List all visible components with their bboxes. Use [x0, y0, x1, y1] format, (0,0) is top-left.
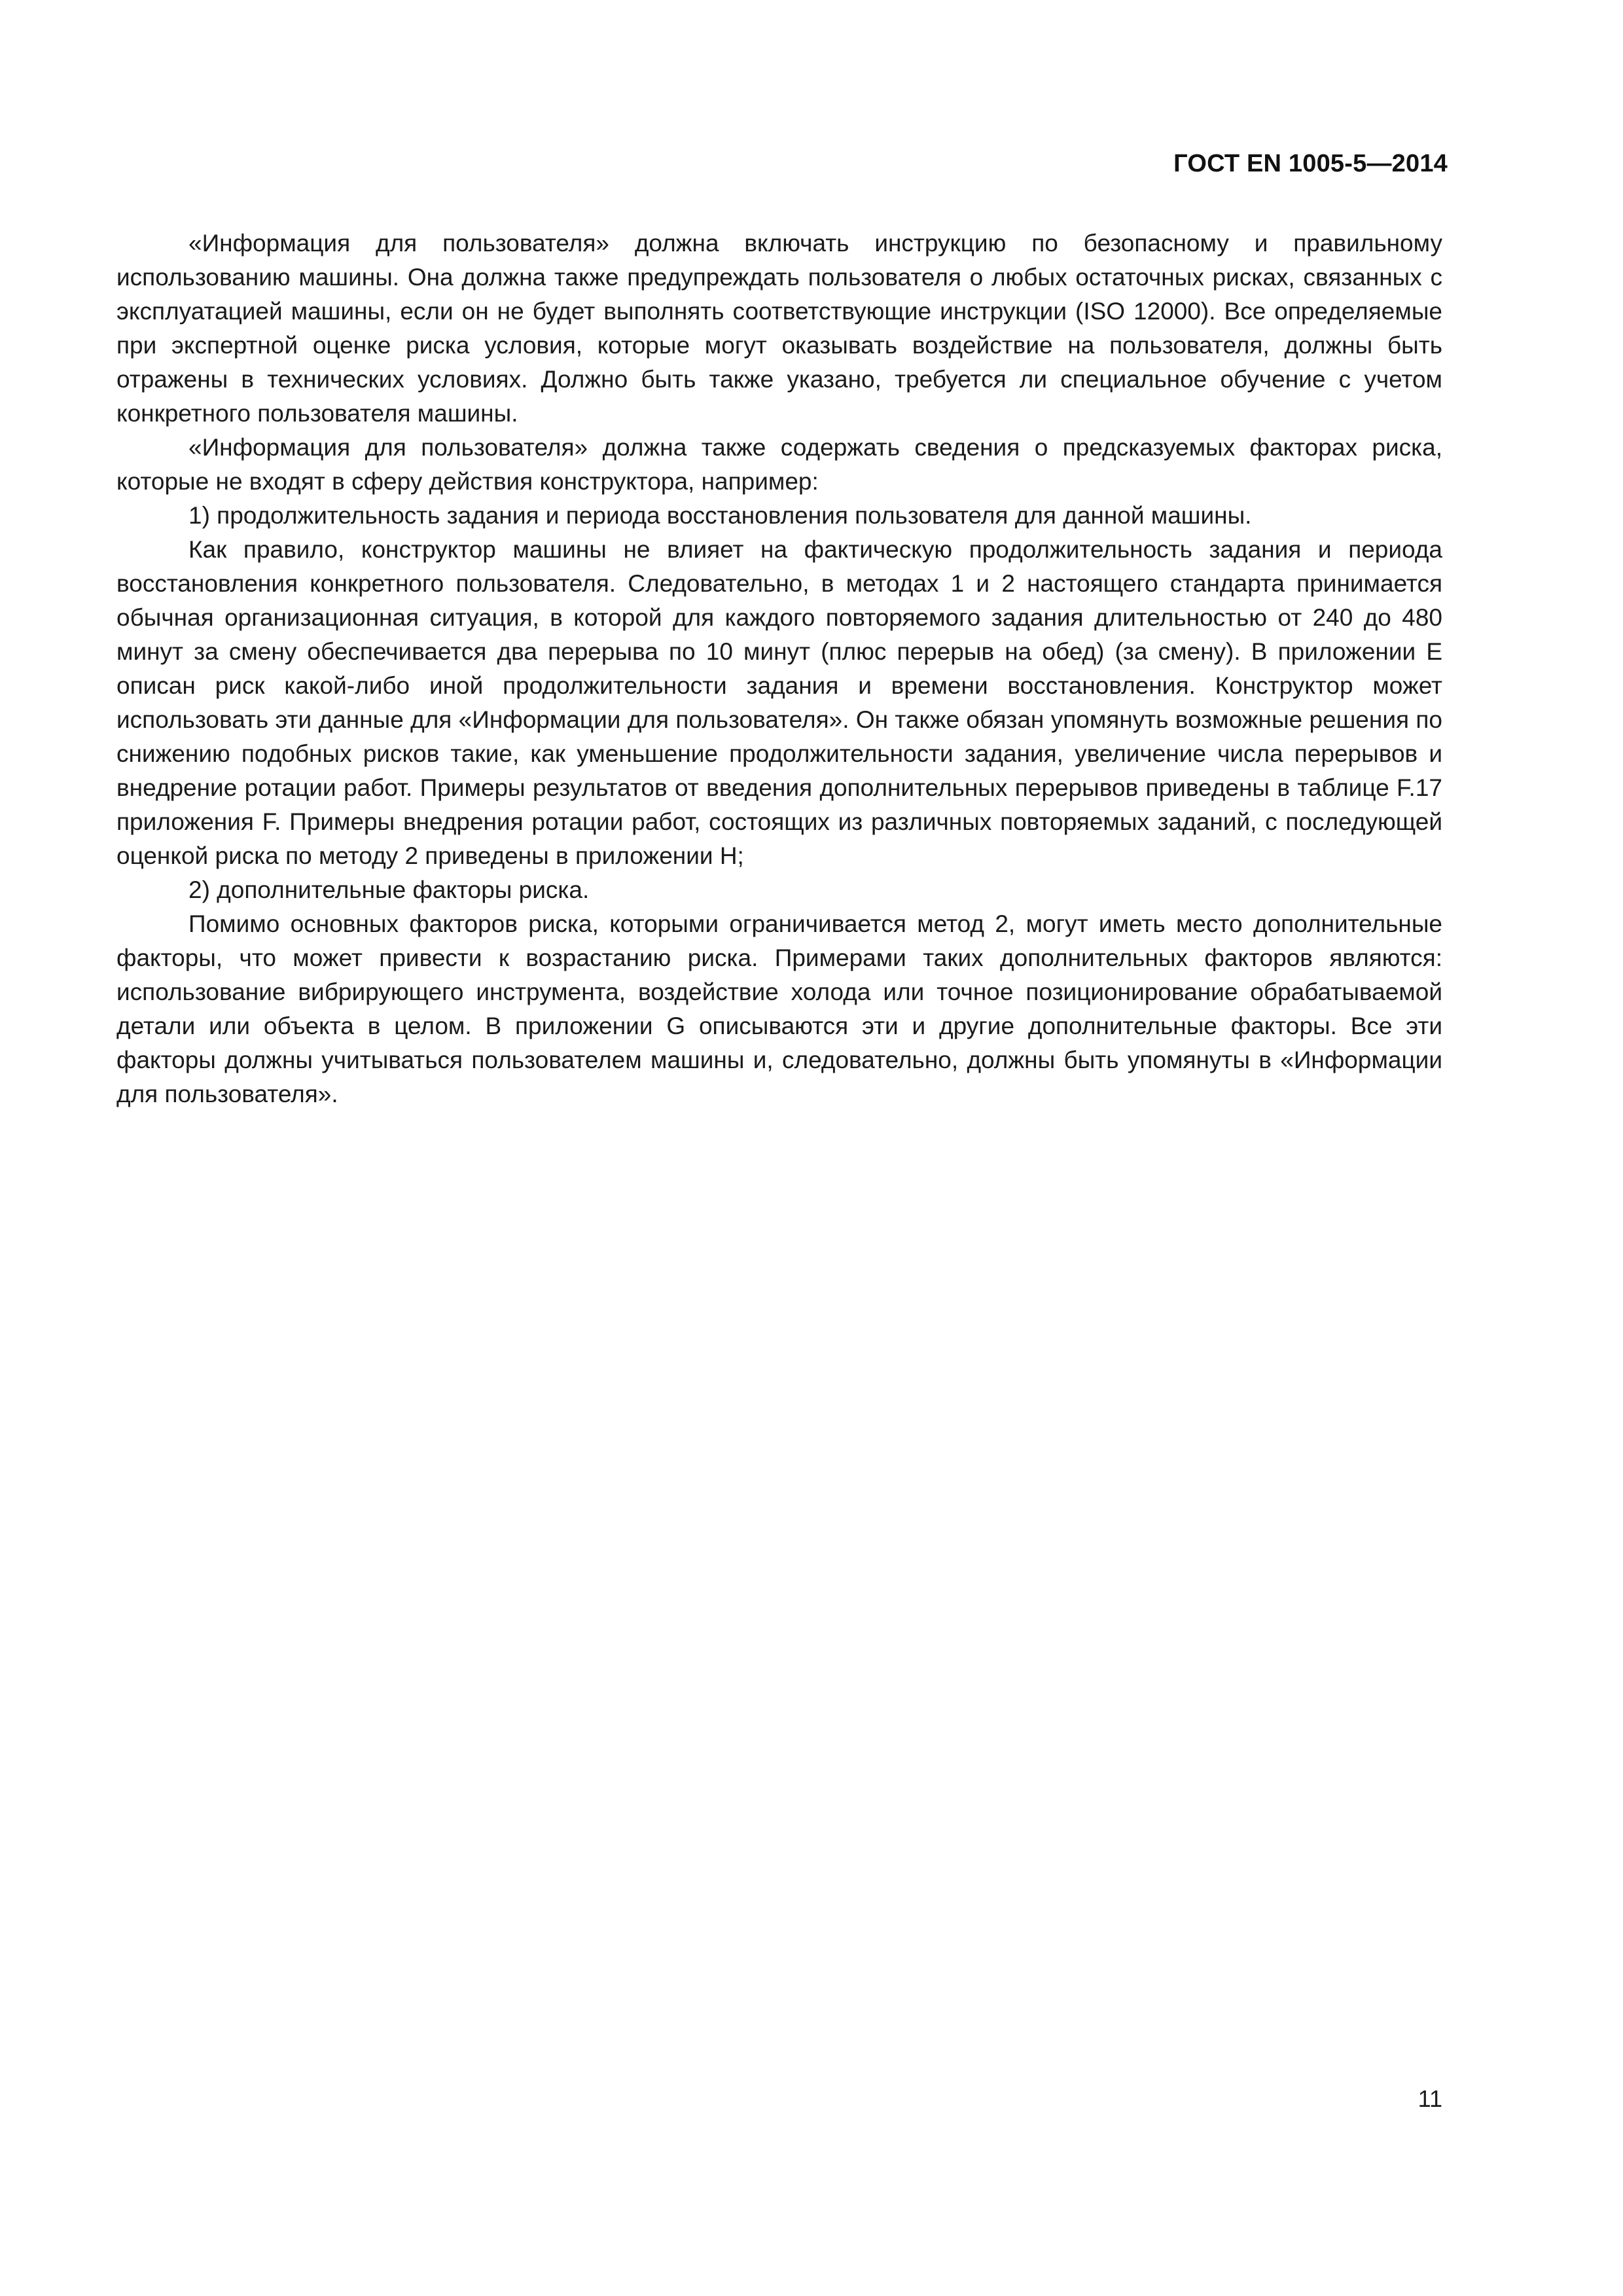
- paragraph-foreseeable-risk-factors: «Информация для пользователя» должна также содержать сведения о предсказуемых факторах риска, которые не входят в сферу действия конструктора, например:: [116, 434, 1442, 495]
- page-number: 11: [1418, 2085, 1442, 2112]
- document-body: [116, 226, 1442, 1111]
- paragraph-task-duration-details: Как правило, конструктор машины не влияет на фактическую продолжительность задания и периода восстановления конкретного пользователя. Следовательно, в методах 1 и 2 настоящего стандарта принимается обычная организационная ситуация, в которой для каждого повторяемого задания длительностью от 240 до 480 минут за смену обеспечивается два перерыва по 10 минут (плюс перерыв на обед) (за смену). В приложении Е описан риск какой-либо иной продолжительности задания и времени восстановления. Конструктор может использовать эти данные для «Информации для пользователя». Он также обязан упомянуть возможные решения по снижению подобных рисков такие, как уменьшение продолжительности задания, увеличение числа перерывов и внедрение ротации работ. Примеры результатов от введения дополнительных перерывов приведены в таблице F.17 приложения F. Примеры внедрения ротации работ, состоящих из различных повторяемых заданий, с последующей оценкой риска по методу 2 приведены в приложении Н;: [116, 536, 1442, 869]
- paragraph-additional-factors-details: Помимо основных факторов риска, которыми ограничивается метод 2, могут иметь место дополнительные факторы, что может привести к возрастанию риска. Примерами таких дополнительных факторов являются: использование вибрирующего инструмента, воздействие холода или точное позиционирование обрабатываемой детали или объекта в целом. В приложении G описываются эти и другие дополнительные факторы. Все эти факторы должны учитываться пользователем машины и, следовательно, должны быть упомянуты в «Информации для пользователя».: [116, 910, 1442, 1107]
- standard-designation-header: ГОСТ EN 1005-5—2014: [1173, 150, 1448, 177]
- list-item-task-duration: 1) продолжительность задания и периода восстановления пользователя для данной машины.: [188, 502, 1252, 529]
- paragraph-user-information-instructions: «Информация для пользователя» должна включать инструкцию по безопасному и правильному использованию машины. Она должна также предупреждать пользователя о любых остаточных рисках, связанных с эксплуатацией машины, если он не будет выполнять соответствующие инструкции (ISO 12000). Все определяемые при экспертной оценке риска условия, которые могут оказывать воздействие на пользователя, должны быть отражены в технических условиях. Должно быть также указано, требуется ли специальное обучение с учетом конкретного пользователя машины.: [116, 230, 1442, 427]
- list-item-additional-risk-factors: 2) дополнительные факторы риска.: [188, 876, 590, 903]
